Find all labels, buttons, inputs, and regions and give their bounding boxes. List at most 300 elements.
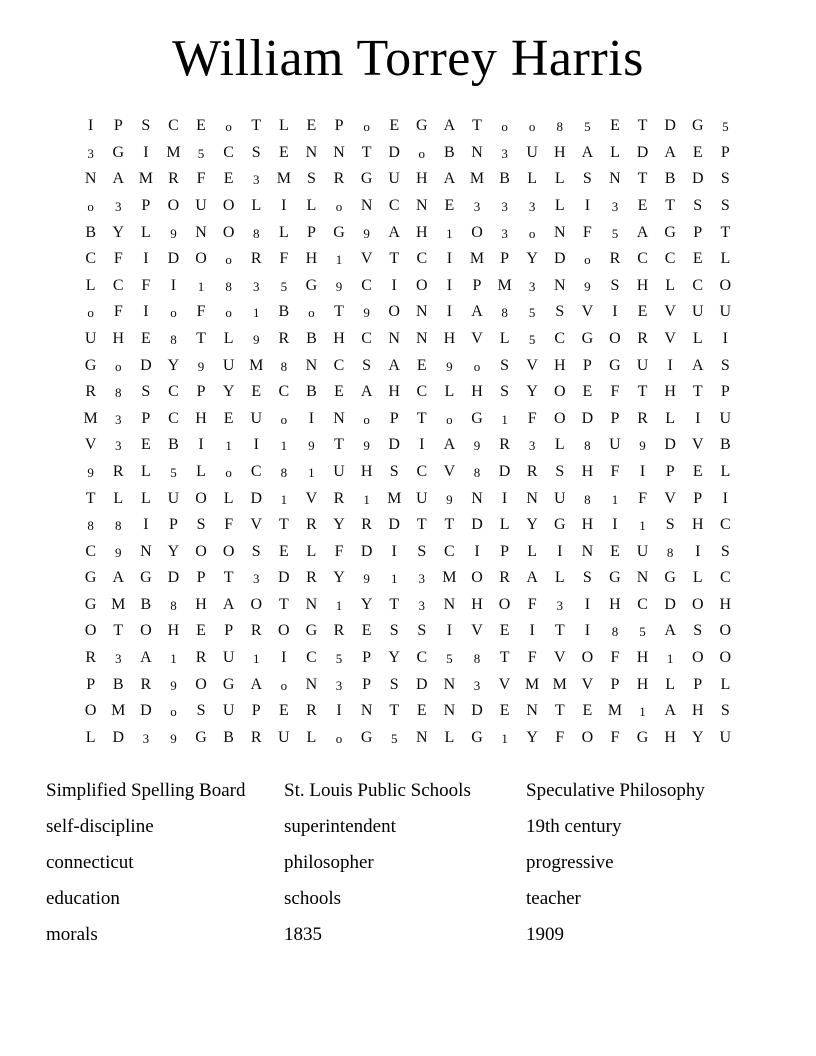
grid-cell[interactable]: D (664, 117, 676, 135)
grid-cell[interactable]: U (84, 329, 97, 347)
grid-cell[interactable]: C (112, 276, 124, 294)
grid-cell[interactable]: N (526, 489, 538, 507)
grid-cell[interactable]: D (636, 143, 649, 161)
grid-cell[interactable]: Y (360, 595, 373, 613)
grid-cell[interactable]: o (225, 464, 232, 480)
grid-cell[interactable]: H (471, 383, 483, 401)
grid-cell[interactable]: L (140, 489, 151, 507)
grid-cell[interactable]: O (167, 196, 180, 214)
grid-cell[interactable]: 5 (170, 464, 177, 480)
grid-cell[interactable]: o (170, 704, 177, 720)
grid-cell[interactable]: o (170, 305, 177, 321)
grid-cell[interactable]: D (471, 702, 483, 720)
grid-cell[interactable]: O (471, 223, 483, 241)
grid-cell[interactable]: O (222, 196, 235, 214)
grid-cell[interactable]: D (553, 250, 566, 268)
grid-cell[interactable]: R (306, 516, 317, 534)
grid-cell[interactable]: Y (167, 542, 180, 560)
grid-cell[interactable]: I (667, 356, 673, 374)
grid-cell[interactable]: 3 (556, 597, 564, 613)
grid-cell[interactable]: U (719, 728, 732, 746)
grid-cell[interactable]: A (112, 569, 125, 587)
grid-cell[interactable]: L (692, 569, 703, 587)
grid-cell[interactable]: L (278, 223, 289, 241)
grid-cell[interactable]: U (222, 649, 235, 667)
grid-cell[interactable]: 9 (197, 358, 205, 374)
grid-cell[interactable]: Y (526, 728, 538, 746)
grid-cell[interactable]: E (499, 622, 510, 640)
grid-cell[interactable]: o (363, 119, 370, 135)
grid-cell[interactable]: 3 (115, 651, 122, 667)
grid-cell[interactable]: 3 (252, 571, 260, 587)
grid-cell[interactable]: N (553, 276, 566, 294)
grid-cell[interactable]: 9 (335, 278, 343, 294)
grid-cell[interactable]: H (416, 170, 428, 188)
grid-cell[interactable]: G (222, 675, 235, 693)
grid-cell[interactable]: N (443, 702, 456, 720)
grid-cell[interactable]: F (582, 223, 592, 241)
grid-cell[interactable]: B (664, 170, 676, 188)
grid-cell[interactable]: 1 (639, 704, 646, 720)
grid-cell[interactable]: I (88, 117, 94, 135)
grid-cell[interactable]: P (582, 356, 592, 374)
grid-cell[interactable]: E (582, 383, 593, 401)
grid-cell[interactable]: 8 (170, 597, 177, 613)
grid-cell[interactable]: A (388, 356, 400, 374)
grid-cell[interactable]: R (499, 569, 510, 587)
grid-cell[interactable]: F (527, 649, 537, 667)
grid-cell[interactable]: O (140, 622, 152, 640)
grid-cell[interactable]: 9 (87, 464, 94, 480)
grid-cell[interactable]: S (500, 356, 510, 374)
grid-cell[interactable]: D (388, 436, 400, 454)
grid-cell[interactable]: O (416, 276, 428, 294)
letter-grid[interactable] (77, 113, 739, 751)
word-list-item[interactable]: connecticut (46, 852, 134, 874)
grid-cell[interactable]: O (719, 276, 732, 294)
grid-cell[interactable]: B (499, 170, 510, 188)
grid-cell[interactable]: G (691, 117, 704, 135)
grid-cell[interactable]: M (276, 170, 291, 188)
grid-cell[interactable]: S (417, 542, 427, 560)
grid-cell[interactable]: T (416, 516, 427, 534)
grid-cell[interactable]: T (720, 223, 731, 241)
grid-cell[interactable]: I (281, 196, 287, 214)
grid-cell[interactable]: O (222, 223, 235, 241)
grid-cell[interactable]: H (553, 356, 566, 374)
grid-cell[interactable]: T (334, 303, 344, 321)
grid-cell[interactable]: L (85, 728, 96, 746)
grid-cell[interactable]: 9 (170, 225, 177, 241)
grid-cell[interactable]: R (250, 728, 262, 746)
grid-cell[interactable]: 3 (87, 145, 94, 161)
grid-cell[interactable]: N (333, 409, 345, 427)
grid-cell[interactable]: L (610, 143, 620, 161)
grid-cell[interactable]: S (389, 462, 399, 480)
grid-cell[interactable]: V (581, 303, 594, 321)
grid-cell[interactable]: O (222, 542, 235, 560)
grid-cell[interactable]: B (223, 728, 234, 746)
grid-cell[interactable]: L (665, 409, 676, 427)
grid-cell[interactable]: L (223, 489, 234, 507)
grid-cell[interactable]: 1 (252, 305, 260, 321)
grid-cell[interactable]: M (138, 170, 153, 188)
grid-cell[interactable]: N (443, 675, 456, 693)
grid-cell[interactable]: L (665, 276, 676, 294)
grid-cell[interactable]: G (609, 569, 621, 587)
grid-cell[interactable]: P (141, 409, 151, 427)
grid-cell[interactable]: D (278, 569, 290, 587)
grid-cell[interactable]: U (167, 489, 180, 507)
grid-cell[interactable]: D (388, 143, 400, 161)
grid-cell[interactable]: E (610, 117, 620, 135)
grid-cell[interactable]: G (471, 409, 483, 427)
grid-cell[interactable]: 1 (197, 278, 205, 294)
grid-cell[interactable]: S (141, 117, 151, 135)
grid-cell[interactable]: T (444, 516, 455, 534)
grid-cell[interactable]: O (84, 622, 97, 640)
grid-cell[interactable]: Y (388, 649, 400, 667)
grid-cell[interactable]: 8 (252, 225, 260, 241)
grid-cell[interactable]: 5 (722, 119, 729, 135)
grid-cell[interactable]: D (112, 728, 125, 746)
grid-cell[interactable]: L (554, 196, 565, 214)
grid-cell[interactable]: G (664, 569, 676, 587)
grid-cell[interactable]: E (306, 117, 317, 135)
grid-cell[interactable]: R (637, 329, 648, 347)
grid-cell[interactable]: L (306, 196, 317, 214)
grid-cell[interactable]: S (555, 303, 565, 321)
grid-cell[interactable]: C (637, 250, 648, 268)
grid-cell[interactable]: P (610, 675, 620, 693)
grid-cell[interactable]: 8 (115, 518, 122, 534)
grid-cell[interactable]: F (224, 516, 234, 534)
grid-cell[interactable]: T (665, 196, 676, 214)
grid-cell[interactable]: N (471, 143, 483, 161)
grid-cell[interactable]: V (664, 303, 676, 321)
grid-cell[interactable]: P (693, 675, 703, 693)
grid-cell[interactable]: 9 (446, 358, 453, 374)
grid-cell[interactable]: B (306, 329, 317, 347)
grid-cell[interactable]: 3 (115, 411, 122, 427)
grid-cell[interactable]: o (446, 411, 453, 427)
grid-cell[interactable]: G (360, 170, 373, 188)
grid-cell[interactable]: I (446, 303, 453, 321)
grid-cell[interactable]: O (195, 489, 207, 507)
grid-cell[interactable]: 5 (528, 331, 536, 347)
grid-cell[interactable]: 3 (473, 198, 481, 214)
grid-cell[interactable]: 8 (666, 544, 674, 560)
grid-cell[interactable]: 1 (308, 464, 315, 480)
grid-cell[interactable]: T (251, 117, 262, 135)
grid-cell[interactable]: T (554, 622, 565, 640)
grid-cell[interactable]: 5 (446, 651, 453, 667)
grid-cell[interactable]: I (584, 622, 591, 640)
grid-cell[interactable]: E (278, 143, 289, 161)
grid-cell[interactable]: L (251, 196, 262, 214)
grid-cell[interactable]: A (471, 303, 483, 321)
grid-cell[interactable]: I (529, 622, 535, 640)
grid-cell[interactable]: I (391, 276, 397, 294)
grid-cell[interactable]: o (280, 411, 288, 427)
word-list-item[interactable]: morals (46, 924, 98, 946)
grid-cell[interactable]: E (223, 170, 234, 188)
grid-cell[interactable]: Y (526, 516, 538, 534)
grid-cell[interactable]: S (582, 170, 592, 188)
grid-cell[interactable]: O (498, 595, 511, 613)
grid-cell[interactable]: I (584, 595, 591, 613)
grid-cell[interactable]: 3 (142, 730, 150, 746)
grid-cell[interactable]: V (360, 250, 373, 268)
grid-cell[interactable]: 9 (363, 438, 370, 454)
grid-cell[interactable]: R (85, 383, 96, 401)
grid-cell[interactable]: 9 (252, 331, 260, 347)
grid-cell[interactable]: M (525, 675, 540, 693)
grid-cell[interactable]: L (499, 516, 510, 534)
word-list-item[interactable]: teacher (526, 888, 581, 910)
grid-cell[interactable]: E (610, 542, 620, 560)
grid-cell[interactable]: H (609, 595, 621, 613)
grid-cell[interactable]: F (527, 595, 537, 613)
grid-cell[interactable]: C (250, 462, 262, 480)
grid-cell[interactable]: C (168, 383, 179, 401)
grid-cell[interactable]: 3 (501, 198, 508, 214)
grid-cell[interactable]: Y (222, 383, 235, 401)
grid-cell[interactable]: R (306, 569, 317, 587)
grid-cell[interactable]: V (84, 436, 97, 454)
grid-cell[interactable]: I (143, 250, 149, 268)
grid-cell[interactable]: 9 (363, 225, 370, 241)
grid-cell[interactable]: 5 (390, 730, 398, 746)
grid-cell[interactable]: G (333, 223, 345, 241)
grid-cell[interactable]: 9 (170, 730, 177, 746)
grid-cell[interactable]: C (85, 542, 96, 560)
grid-cell[interactable]: N (416, 329, 428, 347)
grid-cell[interactable]: S (693, 622, 703, 640)
grid-cell[interactable]: I (446, 276, 453, 294)
grid-cell[interactable]: o (363, 411, 370, 427)
grid-cell[interactable]: V (664, 329, 676, 347)
grid-cell[interactable]: O (581, 649, 594, 667)
grid-cell[interactable]: N (388, 329, 400, 347)
grid-cell[interactable]: T (196, 329, 206, 347)
grid-cell[interactable]: 8 (473, 651, 481, 667)
grid-cell[interactable]: 1 (666, 651, 674, 667)
word-list-item[interactable]: self-discipline (46, 816, 154, 838)
grid-cell[interactable]: I (281, 649, 287, 667)
grid-cell[interactable]: I (143, 303, 149, 321)
grid-cell[interactable]: H (719, 595, 732, 613)
grid-cell[interactable]: B (85, 223, 96, 241)
grid-cell[interactable]: E (223, 409, 234, 427)
grid-cell[interactable]: N (333, 143, 345, 161)
grid-cell[interactable]: T (637, 170, 648, 188)
word-list-item[interactable]: 19th century (526, 816, 622, 838)
grid-cell[interactable]: H (636, 675, 649, 693)
grid-cell[interactable]: G (84, 595, 97, 613)
grid-cell[interactable]: I (170, 276, 177, 294)
grid-cell[interactable]: F (610, 462, 620, 480)
grid-cell[interactable]: C (444, 542, 455, 560)
grid-cell[interactable]: I (391, 542, 397, 560)
grid-cell[interactable]: C (223, 143, 234, 161)
grid-cell[interactable]: 1 (335, 597, 343, 613)
grid-cell[interactable]: C (664, 250, 676, 268)
grid-cell[interactable]: T (361, 143, 372, 161)
grid-cell[interactable]: 5 (639, 624, 646, 640)
grid-cell[interactable]: B (112, 675, 124, 693)
grid-cell[interactable]: O (84, 702, 97, 720)
grid-cell[interactable]: O (195, 675, 207, 693)
grid-cell[interactable]: M (111, 702, 126, 720)
grid-cell[interactable]: U (553, 489, 566, 507)
grid-cell[interactable]: G (305, 276, 318, 294)
grid-cell[interactable]: 9 (446, 491, 453, 507)
grid-cell[interactable]: M (607, 702, 623, 720)
grid-cell[interactable]: I (253, 436, 259, 454)
grid-cell[interactable]: 8 (501, 305, 508, 321)
grid-cell[interactable]: R (361, 516, 372, 534)
grid-cell[interactable]: U (636, 542, 649, 560)
grid-cell[interactable]: 3 (611, 198, 619, 214)
grid-cell[interactable]: O (719, 622, 732, 640)
grid-cell[interactable]: C (388, 196, 400, 214)
grid-cell[interactable]: N (526, 702, 538, 720)
word-list-item[interactable]: St. Louis Public Schools (284, 780, 471, 802)
grid-cell[interactable]: U (333, 462, 345, 480)
grid-cell[interactable]: I (198, 436, 204, 454)
grid-cell[interactable]: O (719, 649, 732, 667)
grid-cell[interactable]: 8 (611, 624, 619, 640)
grid-cell[interactable]: H (167, 622, 180, 640)
grid-cell[interactable]: P (196, 569, 206, 587)
grid-cell[interactable]: Y (526, 250, 538, 268)
grid-cell[interactable]: F (610, 649, 620, 667)
grid-cell[interactable]: S (196, 702, 206, 720)
grid-cell[interactable]: 3 (528, 198, 536, 214)
grid-cell[interactable]: U (222, 356, 235, 374)
grid-cell[interactable]: N (636, 569, 649, 587)
grid-cell[interactable]: P (720, 383, 730, 401)
grid-cell[interactable]: D (140, 356, 152, 374)
grid-cell[interactable]: A (526, 569, 538, 587)
grid-cell[interactable]: R (637, 409, 648, 427)
grid-cell[interactable]: M (166, 143, 181, 161)
grid-cell[interactable]: 9 (170, 677, 177, 693)
grid-cell[interactable]: I (695, 542, 701, 560)
grid-cell[interactable]: L (720, 250, 731, 268)
grid-cell[interactable]: 5 (197, 145, 205, 161)
grid-cell[interactable]: F (610, 383, 620, 401)
grid-cell[interactable]: 3 (473, 677, 481, 693)
grid-cell[interactable]: R (85, 649, 96, 667)
grid-cell[interactable]: A (443, 170, 456, 188)
grid-cell[interactable]: L (444, 728, 455, 746)
grid-cell[interactable]: T (637, 117, 648, 135)
grid-cell[interactable]: F (141, 276, 151, 294)
grid-cell[interactable]: U (195, 196, 207, 214)
grid-cell[interactable]: S (582, 569, 592, 587)
grid-cell[interactable]: 3 (501, 145, 508, 161)
grid-cell[interactable]: M (469, 250, 485, 268)
grid-cell[interactable]: A (636, 223, 649, 241)
grid-cell[interactable]: Y (526, 383, 538, 401)
grid-cell[interactable]: C (554, 329, 566, 347)
grid-cell[interactable]: N (553, 223, 566, 241)
grid-cell[interactable]: A (388, 223, 400, 241)
grid-cell[interactable]: E (278, 542, 289, 560)
grid-cell[interactable]: 3 (418, 597, 426, 613)
grid-cell[interactable]: Y (333, 569, 345, 587)
grid-cell[interactable]: G (360, 728, 373, 746)
grid-cell[interactable]: E (444, 196, 455, 214)
grid-cell[interactable]: L (499, 329, 510, 347)
word-list-item[interactable]: schools (284, 888, 341, 910)
grid-cell[interactable]: O (195, 542, 207, 560)
grid-cell[interactable]: U (609, 436, 621, 454)
grid-cell[interactable]: F (113, 250, 123, 268)
grid-cell[interactable]: C (416, 649, 428, 667)
grid-cell[interactable]: T (416, 409, 427, 427)
grid-cell[interactable]: Y (112, 223, 125, 241)
grid-cell[interactable]: U (636, 356, 649, 374)
grid-cell[interactable]: T (334, 436, 344, 454)
grid-cell[interactable]: 1 (252, 651, 260, 667)
grid-cell[interactable]: L (554, 436, 565, 454)
grid-cell[interactable]: N (305, 356, 318, 374)
grid-cell[interactable]: F (610, 728, 620, 746)
grid-cell[interactable]: L (140, 462, 151, 480)
grid-cell[interactable]: o (87, 198, 94, 214)
grid-cell[interactable]: G (195, 728, 207, 746)
grid-cell[interactable]: 3 (335, 677, 343, 693)
grid-cell[interactable]: U (526, 143, 538, 161)
grid-cell[interactable]: P (665, 462, 675, 480)
grid-cell[interactable]: 3 (115, 198, 122, 214)
grid-cell[interactable]: N (360, 196, 373, 214)
word-list-item[interactable]: Speculative Philosophy (526, 780, 705, 802)
grid-cell[interactable]: V (443, 462, 456, 480)
grid-cell[interactable]: V (471, 622, 483, 640)
grid-cell[interactable]: F (334, 542, 344, 560)
grid-cell[interactable]: 8 (170, 331, 177, 347)
grid-cell[interactable]: o (528, 119, 536, 135)
grid-cell[interactable]: T (389, 250, 400, 268)
grid-cell[interactable]: E (416, 356, 427, 374)
grid-cell[interactable]: V (581, 675, 594, 693)
grid-cell[interactable]: G (581, 329, 594, 347)
grid-cell[interactable]: o (308, 305, 315, 321)
grid-cell[interactable]: V (250, 516, 263, 534)
grid-cell[interactable]: A (581, 143, 594, 161)
grid-cell[interactable]: H (664, 728, 676, 746)
grid-cell[interactable]: R (333, 622, 345, 640)
grid-cell[interactable]: S (196, 516, 206, 534)
grid-cell[interactable]: F (113, 303, 123, 321)
grid-cell[interactable]: S (720, 196, 730, 214)
grid-cell[interactable]: 5 (280, 278, 288, 294)
grid-cell[interactable]: C (416, 462, 428, 480)
grid-cell[interactable]: S (720, 356, 730, 374)
word-list-item[interactable]: Simplified Spelling Board (46, 780, 246, 802)
grid-cell[interactable]: T (637, 383, 648, 401)
grid-cell[interactable]: 8 (87, 518, 94, 534)
word-list-item[interactable]: education (46, 888, 120, 910)
grid-cell[interactable]: o (225, 305, 232, 321)
grid-cell[interactable]: P (362, 675, 372, 693)
grid-cell[interactable]: D (416, 675, 428, 693)
grid-cell[interactable]: H (112, 329, 125, 347)
